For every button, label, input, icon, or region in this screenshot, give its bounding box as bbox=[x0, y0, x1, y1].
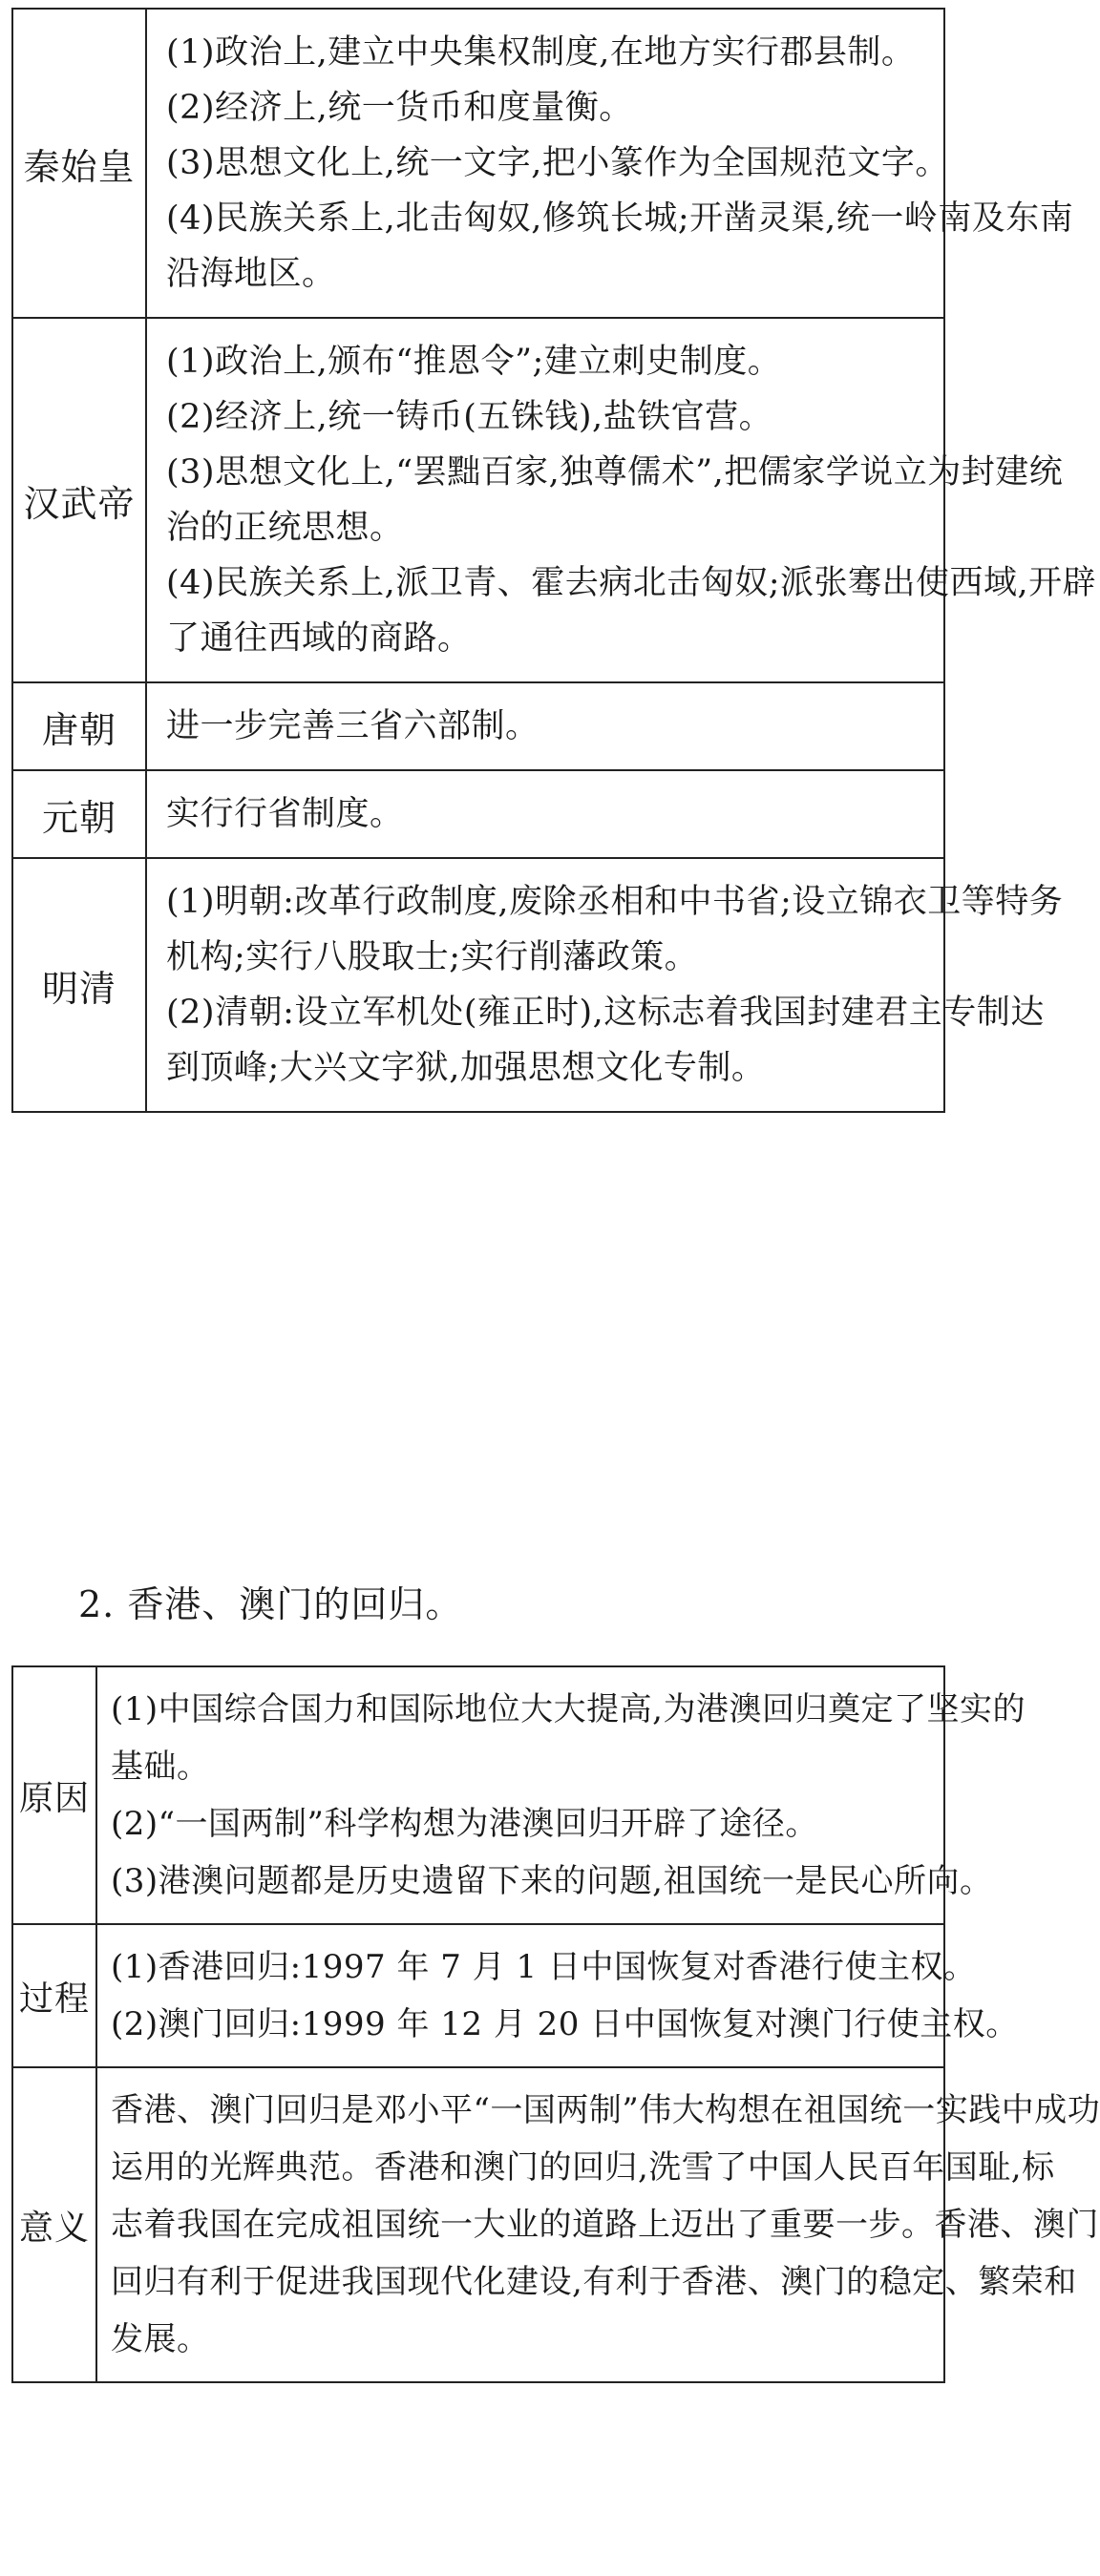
row-content bbox=[96, 2067, 1100, 2382]
content-line: 沿海地区。 bbox=[166, 255, 336, 293]
row-label: 元朝 bbox=[12, 770, 146, 858]
content-line: (1)政治上,建立中央集权制度,在地方实行郡县制。 bbox=[166, 33, 916, 72]
content-line: (1)中国综合国力和国际地位大大提高,为港澳回归奠定了坚实的 bbox=[111, 1690, 1026, 1728]
row-label: 明清 bbox=[12, 858, 146, 1112]
row-label: 过程 bbox=[12, 1924, 96, 2067]
content-line: (1)政治上,颁布“推恩令”;建立刺史制度。 bbox=[166, 343, 782, 381]
content-line: (2)经济上,统一货币和度量衡。 bbox=[166, 89, 633, 127]
content-line: 机构;实行八股取士;实行削藩政策。 bbox=[166, 938, 699, 976]
return-row bbox=[12, 1924, 944, 2067]
row-label: 原因 bbox=[12, 1666, 96, 1924]
return-table bbox=[11, 1665, 1100, 2383]
reform-row bbox=[12, 858, 944, 1112]
row-content bbox=[146, 9, 1074, 318]
row-label: 汉武帝 bbox=[12, 318, 146, 682]
content-line: (2)经济上,统一铸币(五铢钱),盐铁官营。 bbox=[166, 398, 773, 436]
reform-row bbox=[12, 682, 944, 770]
reform-row bbox=[12, 770, 944, 858]
content-line: (1)香港回归:1997 年 7 月 1 日中国恢复对香港行使主权。 bbox=[111, 1948, 977, 1986]
reforms-table bbox=[11, 8, 1097, 1113]
content-line: (2)“一国两制”科学构想为港澳回归开辟了途径。 bbox=[111, 1805, 818, 1843]
content-line: 实行行省制度。 bbox=[166, 795, 404, 833]
row-content bbox=[96, 1924, 1019, 2067]
row-content bbox=[146, 318, 1097, 682]
row-label: 秦始皇 bbox=[12, 9, 146, 318]
row-content bbox=[96, 1666, 1026, 1924]
content-line: 发展。 bbox=[111, 2320, 210, 2358]
return-row bbox=[12, 2067, 944, 2382]
reform-row bbox=[12, 9, 944, 318]
return-row bbox=[12, 1666, 944, 1924]
content-line: (2)清朝:设立军机处(雍正时),这标志着我国封建君主专制达 bbox=[166, 994, 1045, 1032]
reforms-table-body bbox=[12, 9, 1097, 1112]
content-line: 志着我国在完成祖国统一大业的道路上迈出了重要一步。香港、澳门 bbox=[111, 2206, 1099, 2244]
row-label: 唐朝 bbox=[12, 682, 146, 770]
row-content bbox=[146, 770, 944, 858]
content-line: (3)思想文化上,“罢黜百家,独尊儒术”,把儒家学说立为封建统 bbox=[166, 453, 1064, 492]
content-line: 了通往西域的商路。 bbox=[166, 619, 472, 658]
section-heading: 2. 香港、澳门的回归。 bbox=[78, 1583, 463, 1625]
content-line: 运用的光辉典范。香港和澳门的回归,洗雪了中国人民百年国耻,标 bbox=[111, 2148, 1055, 2187]
content-line: 基础。 bbox=[111, 1748, 210, 1786]
reform-row bbox=[12, 318, 944, 682]
row-content bbox=[146, 858, 1064, 1112]
content-line: (1)明朝:改革行政制度,废除丞相和中书省;设立锦衣卫等特务 bbox=[166, 883, 1064, 921]
content-line: (4)民族关系上,北击匈奴,修筑长城;开凿灵渠,统一岭南及东南 bbox=[166, 199, 1074, 238]
content-line: 到顶峰;大兴文字狱,加强思想文化专制。 bbox=[166, 1049, 766, 1087]
return-table-body bbox=[12, 1666, 1100, 2382]
row-content bbox=[146, 682, 944, 770]
content-line: (3)思想文化上,统一文字,把小篆作为全国规范文字。 bbox=[166, 144, 949, 182]
content-line: (3)港澳问题都是历史遗留下来的问题,祖国统一是民心所向。 bbox=[111, 1862, 993, 1900]
content-line: 治的正统思想。 bbox=[166, 509, 404, 547]
content-line: (4)民族关系上,派卫青、霍去病北击匈奴;派张骞出使西域,开辟 bbox=[166, 564, 1097, 602]
content-line: (2)澳门回归:1999 年 12 月 20 日中国恢复对澳门行使主权。 bbox=[111, 2005, 1019, 2043]
content-line: 进一步完善三省六部制。 bbox=[166, 707, 539, 745]
content-line: 香港、澳门回归是邓小平“一国两制”伟大构想在祖国统一实践中成功 bbox=[111, 2091, 1100, 2129]
content-line: 回归有利于促进我国现代化建设,有利于香港、澳门的稳定、繁荣和 bbox=[111, 2263, 1077, 2301]
row-label: 意义 bbox=[12, 2067, 96, 2382]
